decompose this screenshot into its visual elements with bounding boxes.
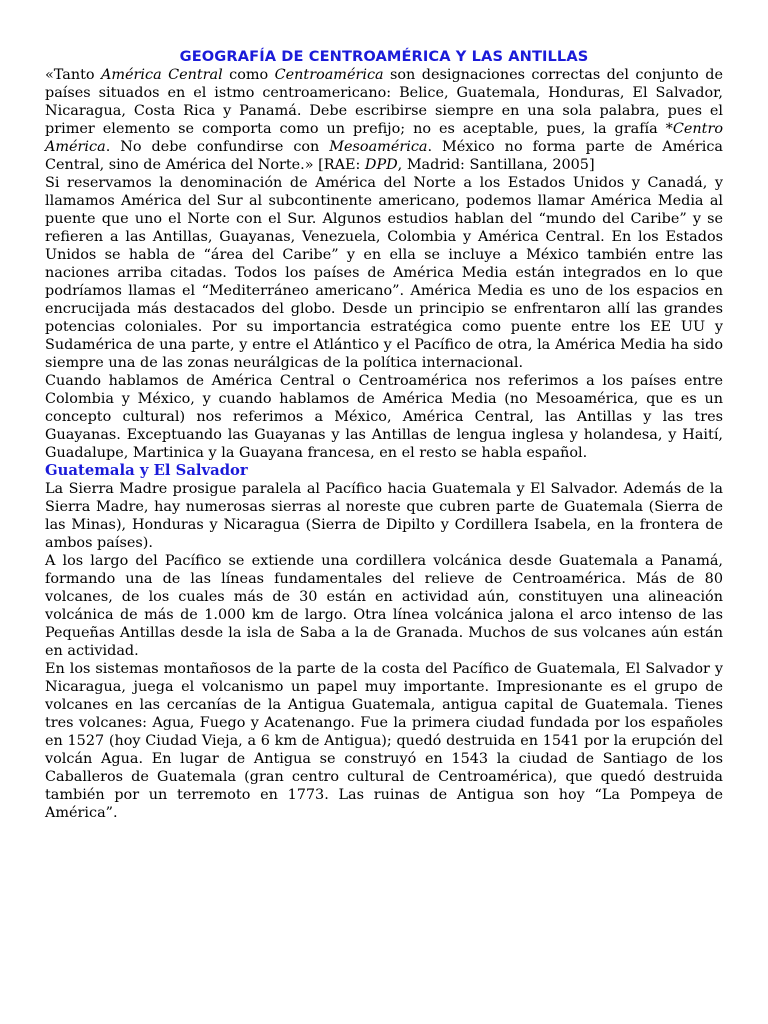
section-paragraph: A los largo del Pacífico se extiende una cordillera volcánica desde Guatemala a Panamá, formando una de las líneas fundamentales del relieve de Centroamérica. Más de 80 volcanes, de los cuales más de 30 están en actividad aún, constituyen una alineación volcánica de más de 1.000 km de largo. Otra línea volcánica jalona el arco intenso de las Pequeñas Antillas desde la isla de Saba a la de Granada. Muchos de sus volcanes aún están en actividad. [45, 553, 723, 659]
quote-italic-term: Centroamérica [274, 67, 384, 83]
document-body [45, 48, 723, 822]
page-title: GEOGRAFÍA DE CENTROAMÉRICA Y LAS ANTILLAS [179, 48, 589, 65]
quote-text: como [222, 67, 275, 83]
quote-italic-term: América Central [101, 67, 223, 83]
body-paragraph: Si reservamos la denominación de América del Norte a los Estados Unidos y Canadá, y llamamos América del Sur al subcontinente americano, podemos llamar América Media al puente que uno el Norte con el Sur. Algunos estudios hablan del “mundo del Caribe” y se refieren a las Antillas, Guayanas, Venezuela, Colombia y América Central. En los Estados Unidos se habla de “área del Caribe” y en ella se incluye a México también entre las naciones arriba citadas. Todos los países de América Media están integrados en lo que podríamos llamas el “Mediterráneo americano”. América Media es uno de los espacios en encrucijada más destacados del globo. Desde un principio se enfrentaron allí las grandes potencias coloniales. Por su importancia estratégica como puente entre los EE UU y Sudamérica de una parte, y entre el Atlántico y el Pacífico de otra, la América Media ha sido siempre una de las zonas neurálgicas de la política internacional. [45, 175, 723, 371]
quote-italic-term: Mesoamérica [329, 139, 428, 155]
section-heading: Guatemala y El Salvador [45, 462, 248, 479]
quote-text: «Tanto [45, 67, 101, 83]
quote-text: son designaciones correctas del conjunto de países situados en el istmo centroamericano: Belice, Guatemala, Honduras, El Salvador, Nicaragua, Costa Rica y Panamá. Debe escribirse siempre en una sola palabra, pues el primer elemento se comporta como un prefijo; no es aceptable, pues, la grafía * [45, 67, 723, 137]
section-paragraph: En los sistemas montañosos de la parte de la costa del Pacífico de Guatemala, El Salvador y Nicaragua, juega el volcanismo un papel muy importante. Impresionante es el grupo de volcanes en las cercanías de la Antigua Guatemala, antigua capital de Guatemala. Tienes tres volcanes: Agua, Fuego y Acatenango. Fue la primera ciudad fundada por los españoles en 1527 (hoy Ciudad Vieja, a 6 km de Antigua); quedó destruida en 1541 por la erupción del volcán Agua. En lugar de Antigua se construyó en 1543 la ciudad de Santiago de los Caballeros de Guatemala (gran centro cultural de Centroamérica), que quedó destruida también por un terremoto en 1773. Las ruinas de Antigua son hoy “La Pompeya de América”. [45, 661, 723, 821]
quote-text: . No debe confundirse con [105, 139, 330, 155]
section-paragraph: La Sierra Madre prosigue paralela al Pacífico hacia Guatemala y El Salvador. Además de la Sierra Madre, hay numerosas sierras al noreste que cubren parte de Guatemala (Sierra de las Minas), Honduras y Nicaragua (Sierra de Dipilto y Cordillera Isabela, en la frontera de ambos países). [45, 481, 723, 551]
quote-italic-term: Centro América [45, 121, 723, 155]
quote-text: . México no forma parte de América Central, sino de América del Norte.» [RAE: [45, 139, 723, 173]
rae-quote-paragraph [45, 66, 723, 174]
quote-italic-term: DPD [364, 157, 398, 173]
quote-text: , Madrid: Santillana, 2005] [397, 157, 595, 173]
body-paragraph: Cuando hablamos de América Central o Centroamérica nos referimos a los países entre Colombia y México, y cuando hablamos de América Media (no Mesoamérica, que es un concepto cultural) nos referimos a México, América Central, las Antillas y las tres Guayanas. Exceptuando las Guayanas y las Antillas de lengua inglesa y holandesa, y Haití, Guadalupe, Martinica y la Guayana francesa, en el resto se habla español. [45, 373, 723, 461]
